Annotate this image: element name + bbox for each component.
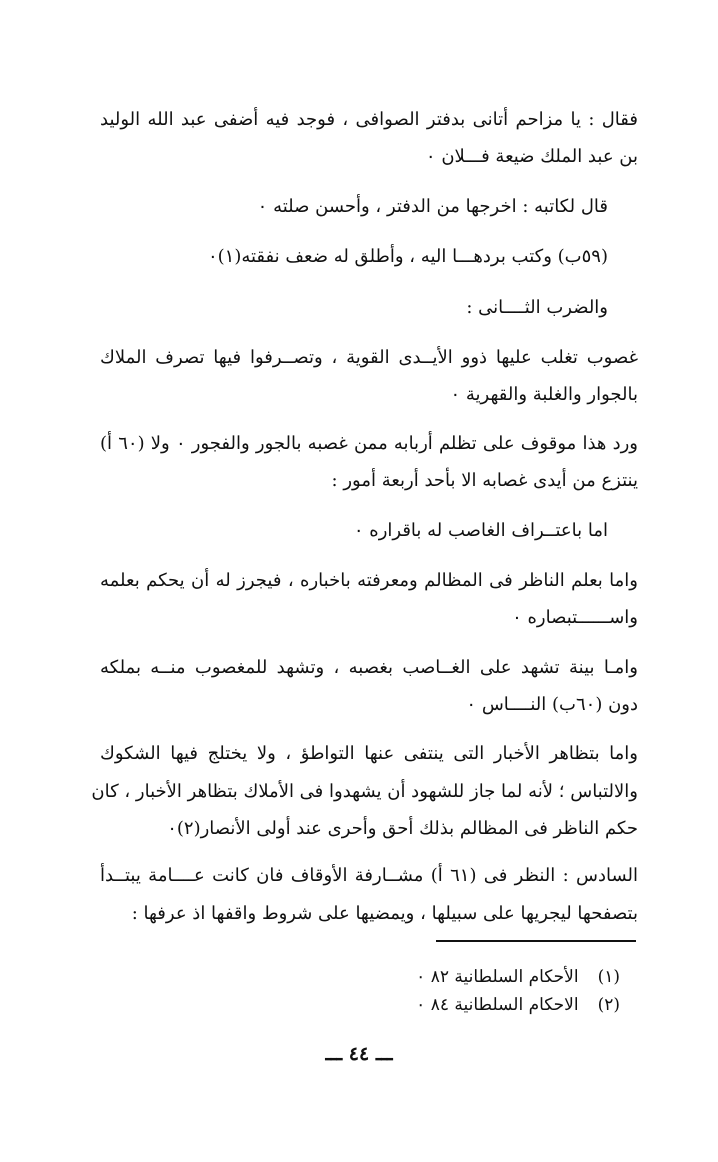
text-line: السادس : النظر فى (٦١ أ) مشــارفة الأوقاف فان كانت عــــامة يبتــدأ (100, 865, 638, 886)
footnote-number: (١) (597, 967, 620, 987)
footnote-number: (٢) (597, 995, 620, 1015)
page-number: ـــ ٤٤ ـــ (325, 1043, 393, 1065)
text-line: واما بتظاهر الأخبار التى ينتفى عنها التواطؤ ، ولا يختلج فيها الشكوك (100, 743, 638, 764)
text-line: بالجوار والغلبة والقهرية ٠ (450, 384, 638, 405)
text-line: بتصفحها ليجريها على سبيلها ، ويمضيها على شروط واقفها اذ عرفها : (131, 903, 638, 924)
text-line: قال لكاتبه : اخرجها من الدفتر ، وأحسن صلته ٠ (257, 196, 608, 217)
footnote-divider (436, 940, 636, 942)
text-line: حكم الناظر فى المظالم بذلك أحق وأحرى عند أولى الأنصار(٢)٠ (167, 818, 638, 839)
text-line: والالتباس ؛ لأنه لما جاز للشهود أن يشهدوا فى الأملاك بتظاهر الأخبار ، كان (91, 781, 638, 802)
footnote-text: الاحكام السلطانية ٨٤ ٠ (416, 995, 579, 1015)
section-heading: والضرب الثــــانى : (466, 297, 608, 318)
text-line: غصوب تغلب عليها ذوو الأيــدى القوية ، وتصــرفوا فيها تصرف الملاك (100, 347, 638, 368)
text-line: وامـا بينة تشهد على الغــاصب بغصبه ، وتشهد للمغصوب منــه بملكه (100, 657, 638, 678)
footnote (416, 994, 620, 1016)
text-line: (٥٩ب) وكتب بردهـــا اليه ، وأطلق له ضعف نفقته(١)٠ (207, 246, 608, 267)
text-line: بن عبد الملك ضيعة فـــلان ٠ (425, 146, 638, 167)
text-line: دون (٦٠ب) النــــاس ٠ (466, 694, 638, 715)
text-line: ورد هذا موقوف على تظلم أربابه ممن غصبه بالجور والفجور ٠ ولا (٦٠ أ) (100, 433, 638, 454)
text-line: اما باعتــراف الغاصب له باقراره ٠ (353, 520, 608, 541)
text-line: ينتزع من أيدى غصابه الا بأحد أربعة أمور : (331, 470, 638, 491)
text-line: واما بعلم الناظر فى المظالم ومعرفته باخباره ، فيجرز له أن يحكم بعلمه (100, 570, 638, 591)
text-line: واســــــتبصاره ٠ (512, 607, 638, 628)
footnote-text: الأحكام السلطانية ٨٢ ٠ (416, 967, 579, 987)
footnote (416, 966, 620, 988)
text-line: فقال : يا مزاحم أتانى بدفتر الصوافى ، فوجد فيه أضفى عبد الله الوليد (100, 109, 638, 130)
